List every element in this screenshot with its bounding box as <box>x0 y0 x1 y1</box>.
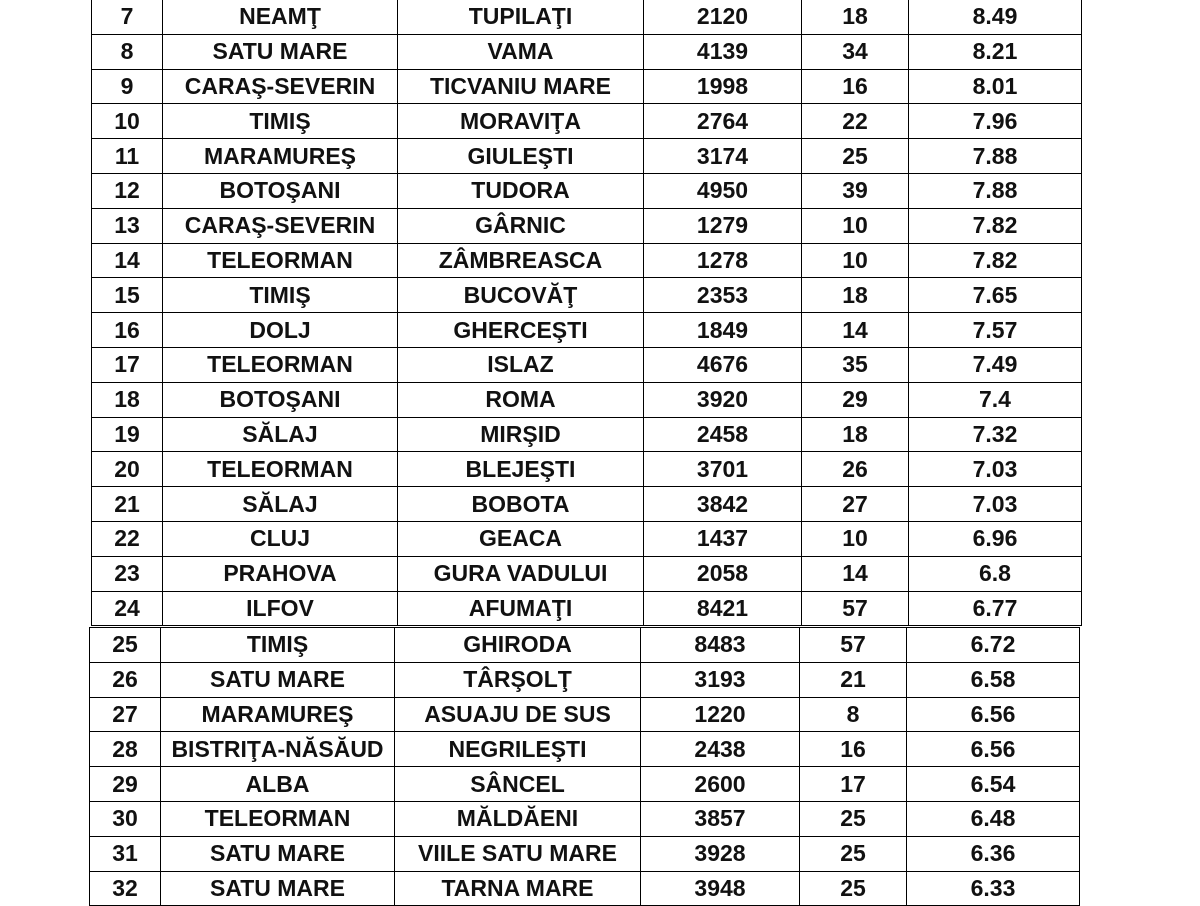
commune-cell: GÂRNIC <box>398 208 644 243</box>
rate-cell: 8.21 <box>909 34 1082 69</box>
commune-cell: ZÂMBREASCA <box>398 243 644 278</box>
rank-cell: 26 <box>90 662 161 697</box>
count-cell: 35 <box>802 347 909 382</box>
count-cell: 10 <box>802 208 909 243</box>
ranking-table-upper <box>91 0 1082 626</box>
table-row <box>92 208 1082 243</box>
rate-cell: 8.01 <box>909 69 1082 104</box>
table-row <box>90 836 1080 871</box>
commune-cell: TICVANIU MARE <box>398 69 644 104</box>
rank-cell: 10 <box>92 104 163 139</box>
population-cell: 1998 <box>644 69 802 104</box>
commune-cell: AFUMAŢI <box>398 591 644 626</box>
population-cell: 3948 <box>641 871 800 906</box>
count-cell: 22 <box>802 104 909 139</box>
count-cell: 8 <box>800 697 907 732</box>
rank-cell: 19 <box>92 417 163 452</box>
commune-cell: VIILE SATU MARE <box>395 836 641 871</box>
rank-cell: 28 <box>90 732 161 767</box>
population-cell: 1279 <box>644 208 802 243</box>
rate-cell: 7.57 <box>909 313 1082 348</box>
rate-cell: 6.72 <box>907 628 1080 663</box>
table-row <box>90 767 1080 802</box>
rate-cell: 6.36 <box>907 836 1080 871</box>
population-cell: 2353 <box>644 278 802 313</box>
population-cell: 2438 <box>641 732 800 767</box>
rate-cell: 7.82 <box>909 208 1082 243</box>
table-row <box>90 801 1080 836</box>
population-cell: 3193 <box>641 662 800 697</box>
table-row <box>92 313 1082 348</box>
rate-cell: 7.88 <box>909 139 1082 174</box>
commune-cell: SÂNCEL <box>395 767 641 802</box>
rate-cell: 6.56 <box>907 732 1080 767</box>
rank-cell: 16 <box>92 313 163 348</box>
population-cell: 2120 <box>644 0 802 34</box>
county-cell: SATU MARE <box>161 836 395 871</box>
commune-cell: TUPILAŢI <box>398 0 644 34</box>
population-cell: 1278 <box>644 243 802 278</box>
rate-cell: 6.96 <box>909 521 1082 556</box>
count-cell: 14 <box>802 556 909 591</box>
rank-cell: 12 <box>92 173 163 208</box>
commune-cell: NEGRILEŞTI <box>395 732 641 767</box>
rank-cell: 25 <box>90 628 161 663</box>
table-row <box>92 104 1082 139</box>
county-cell: NEAMŢ <box>163 0 398 34</box>
county-cell: MARAMUREŞ <box>163 139 398 174</box>
county-cell: SĂLAJ <box>163 417 398 452</box>
table-row <box>90 871 1080 906</box>
rank-cell: 21 <box>92 487 163 522</box>
table-row <box>90 732 1080 767</box>
rate-cell: 8.49 <box>909 0 1082 34</box>
commune-cell: TUDORA <box>398 173 644 208</box>
population-cell: 3174 <box>644 139 802 174</box>
count-cell: 57 <box>802 591 909 626</box>
population-cell: 4676 <box>644 347 802 382</box>
rank-cell: 13 <box>92 208 163 243</box>
rate-cell: 6.56 <box>907 697 1080 732</box>
count-cell: 27 <box>802 487 909 522</box>
county-cell: TELEORMAN <box>163 243 398 278</box>
rank-cell: 22 <box>92 521 163 556</box>
county-cell: PRAHOVA <box>163 556 398 591</box>
table-row <box>92 34 1082 69</box>
county-cell: SĂLAJ <box>163 487 398 522</box>
commune-cell: TÂRŞOLŢ <box>395 662 641 697</box>
population-cell: 2058 <box>644 556 802 591</box>
population-cell: 3928 <box>641 836 800 871</box>
rank-cell: 27 <box>90 697 161 732</box>
rate-cell: 7.03 <box>909 452 1082 487</box>
county-cell: TIMIŞ <box>163 104 398 139</box>
rate-cell: 6.8 <box>909 556 1082 591</box>
table-row <box>90 662 1080 697</box>
rate-cell: 7.4 <box>909 382 1082 417</box>
county-cell: DOLJ <box>163 313 398 348</box>
count-cell: 25 <box>802 139 909 174</box>
table-row <box>90 697 1080 732</box>
rank-cell: 31 <box>90 836 161 871</box>
county-cell: TIMIŞ <box>161 628 395 663</box>
table-row <box>92 382 1082 417</box>
commune-cell: BLEJEŞTI <box>398 452 644 487</box>
rank-cell: 18 <box>92 382 163 417</box>
commune-cell: GIULEŞTI <box>398 139 644 174</box>
count-cell: 25 <box>800 801 907 836</box>
ranking-table-lower <box>89 627 1080 906</box>
county-cell: TIMIŞ <box>163 278 398 313</box>
count-cell: 57 <box>800 628 907 663</box>
county-cell: BOTOŞANI <box>163 382 398 417</box>
count-cell: 16 <box>800 732 907 767</box>
count-cell: 26 <box>802 452 909 487</box>
rate-cell: 7.88 <box>909 173 1082 208</box>
population-cell: 2458 <box>644 417 802 452</box>
population-cell: 1437 <box>644 521 802 556</box>
table-row <box>92 278 1082 313</box>
count-cell: 21 <box>800 662 907 697</box>
table-row <box>92 556 1082 591</box>
county-cell: CARAŞ-SEVERIN <box>163 69 398 104</box>
county-cell: CARAŞ-SEVERIN <box>163 208 398 243</box>
table-row <box>92 452 1082 487</box>
rate-cell: 6.33 <box>907 871 1080 906</box>
commune-cell: GEACA <box>398 521 644 556</box>
table-row <box>92 173 1082 208</box>
rate-cell: 6.77 <box>909 591 1082 626</box>
commune-cell: VAMA <box>398 34 644 69</box>
rank-cell: 30 <box>90 801 161 836</box>
count-cell: 18 <box>802 278 909 313</box>
rate-cell: 7.65 <box>909 278 1082 313</box>
county-cell: TELEORMAN <box>163 347 398 382</box>
table-row <box>90 628 1080 663</box>
count-cell: 18 <box>802 0 909 34</box>
population-cell: 3857 <box>641 801 800 836</box>
table-row <box>92 0 1082 34</box>
county-cell: BOTOŞANI <box>163 173 398 208</box>
county-cell: BISTRIŢA-NĂSĂUD <box>161 732 395 767</box>
county-cell: SATU MARE <box>161 871 395 906</box>
table-row <box>92 69 1082 104</box>
population-cell: 8483 <box>641 628 800 663</box>
population-cell: 4139 <box>644 34 802 69</box>
commune-cell: GHIRODA <box>395 628 641 663</box>
rank-cell: 14 <box>92 243 163 278</box>
table-row <box>92 591 1082 626</box>
rank-cell: 7 <box>92 0 163 34</box>
rank-cell: 11 <box>92 139 163 174</box>
table-row <box>92 417 1082 452</box>
rank-cell: 23 <box>92 556 163 591</box>
county-cell: MARAMUREŞ <box>161 697 395 732</box>
commune-cell: GHERCEŞTI <box>398 313 644 348</box>
count-cell: 25 <box>800 836 907 871</box>
count-cell: 17 <box>800 767 907 802</box>
population-cell: 2764 <box>644 104 802 139</box>
rank-cell: 29 <box>90 767 161 802</box>
county-cell: ILFOV <box>163 591 398 626</box>
county-cell: SATU MARE <box>163 34 398 69</box>
population-cell: 8421 <box>644 591 802 626</box>
table-row <box>92 347 1082 382</box>
rank-cell: 24 <box>92 591 163 626</box>
count-cell: 25 <box>800 871 907 906</box>
rate-cell: 6.58 <box>907 662 1080 697</box>
table-row <box>92 139 1082 174</box>
count-cell: 10 <box>802 243 909 278</box>
count-cell: 16 <box>802 69 909 104</box>
rate-cell: 6.54 <box>907 767 1080 802</box>
population-cell: 1849 <box>644 313 802 348</box>
population-cell: 3701 <box>644 452 802 487</box>
rate-cell: 7.82 <box>909 243 1082 278</box>
population-cell: 3842 <box>644 487 802 522</box>
population-cell: 3920 <box>644 382 802 417</box>
commune-cell: ISLAZ <box>398 347 644 382</box>
commune-cell: BOBOTA <box>398 487 644 522</box>
count-cell: 14 <box>802 313 909 348</box>
count-cell: 39 <box>802 173 909 208</box>
commune-cell: ASUAJU DE SUS <box>395 697 641 732</box>
rank-cell: 17 <box>92 347 163 382</box>
count-cell: 10 <box>802 521 909 556</box>
county-cell: SATU MARE <box>161 662 395 697</box>
rank-cell: 20 <box>92 452 163 487</box>
county-cell: CLUJ <box>163 521 398 556</box>
table-row <box>92 487 1082 522</box>
rank-cell: 8 <box>92 34 163 69</box>
rate-cell: 6.48 <box>907 801 1080 836</box>
commune-cell: BUCOVĂŢ <box>398 278 644 313</box>
rank-cell: 32 <box>90 871 161 906</box>
population-cell: 4950 <box>644 173 802 208</box>
table-row <box>92 243 1082 278</box>
population-cell: 1220 <box>641 697 800 732</box>
county-cell: TELEORMAN <box>163 452 398 487</box>
rank-cell: 15 <box>92 278 163 313</box>
commune-cell: ROMA <box>398 382 644 417</box>
count-cell: 18 <box>802 417 909 452</box>
population-cell: 2600 <box>641 767 800 802</box>
commune-cell: TARNA MARE <box>395 871 641 906</box>
county-cell: ALBA <box>161 767 395 802</box>
county-cell: TELEORMAN <box>161 801 395 836</box>
commune-cell: MORAVIŢA <box>398 104 644 139</box>
commune-cell: MIRŞID <box>398 417 644 452</box>
commune-cell: GURA VADULUI <box>398 556 644 591</box>
ranking-table-upper-body <box>92 0 1082 626</box>
rank-cell: 9 <box>92 69 163 104</box>
commune-cell: MĂLDĂENI <box>395 801 641 836</box>
rate-cell: 7.49 <box>909 347 1082 382</box>
rate-cell: 7.03 <box>909 487 1082 522</box>
count-cell: 34 <box>802 34 909 69</box>
ranking-table-lower-body <box>90 628 1080 906</box>
count-cell: 29 <box>802 382 909 417</box>
rate-cell: 7.96 <box>909 104 1082 139</box>
table-row <box>92 521 1082 556</box>
rate-cell: 7.32 <box>909 417 1082 452</box>
